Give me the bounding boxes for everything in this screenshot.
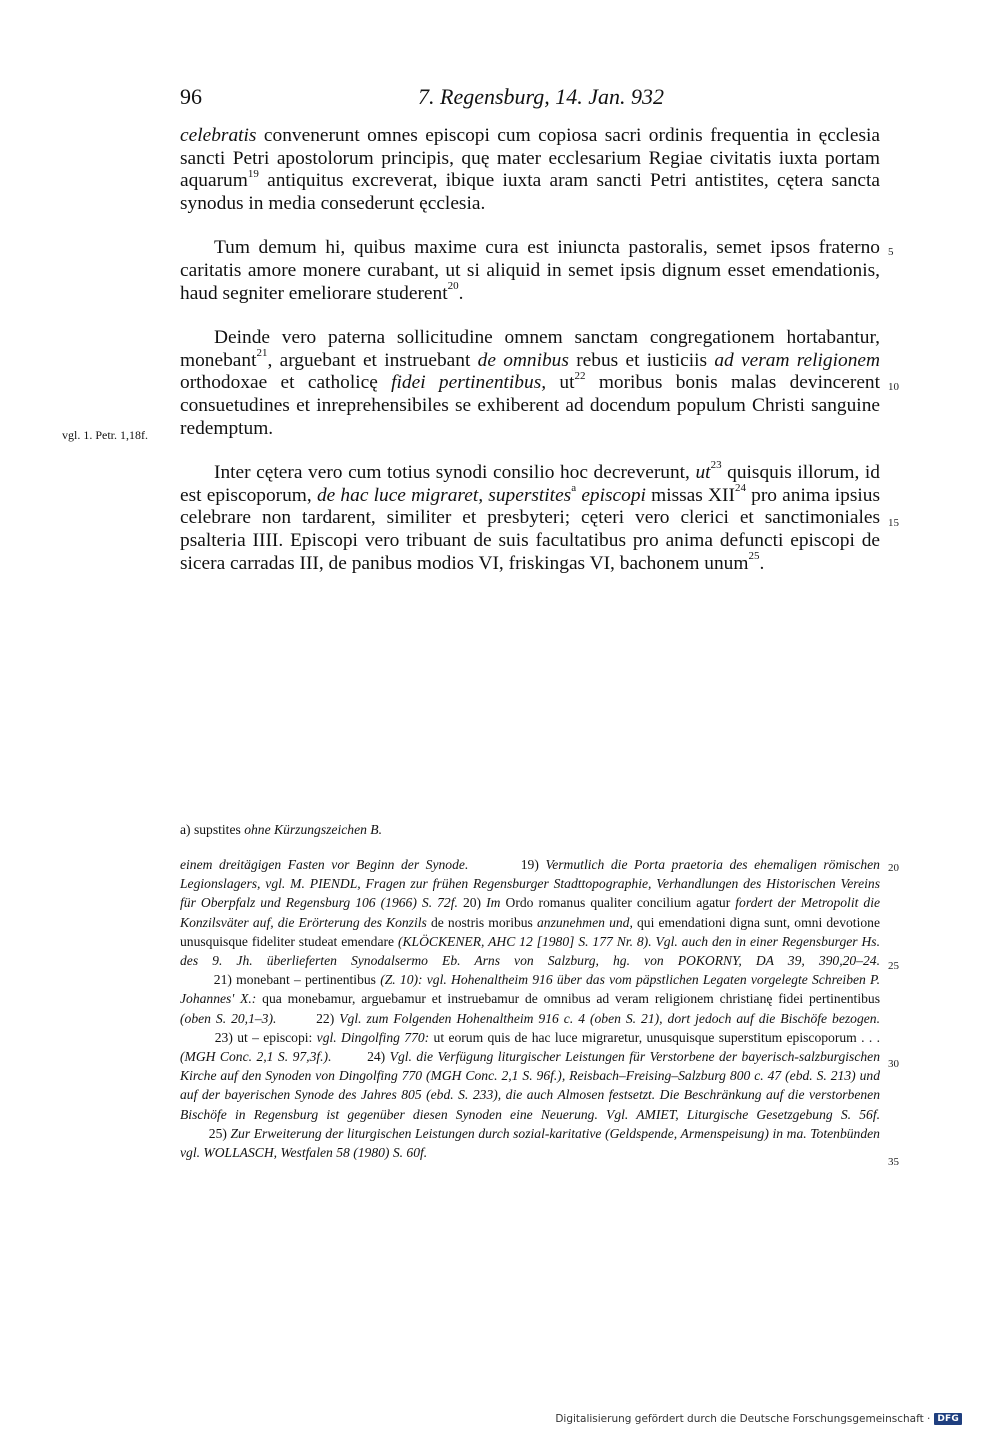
text-span: Ordo romanus qualiter concilium agatur bbox=[500, 895, 736, 911]
text-span: , arguebant et instruebant bbox=[267, 349, 478, 371]
text-span: fidei pertinentibus, bbox=[391, 372, 547, 394]
text-span: Vgl. die Verfügung liturgischer Leistungen für Verstorbene der bayerisch-salzburgischen Kirche auf den Synoden von Dingolfing 770 (MGH Conc. 2,1 S. 96f.), Reisbach–Freising–Salzburg 800 c. 47 (ebd. S. 213) und auf der bayerischen Synode des Jahres 805 (ebd. S. 233), die auch Almosen festsetzt. Die Beschränkung auf die verstorbenen Bischöfe in Regensburg ist gegenüber diesen Synoden eine Neuerung. Vgl. AMIET, Liturgische Gesetzgebung S. 56f. bbox=[180, 1049, 880, 1122]
footnote-ref: 25 bbox=[748, 549, 760, 562]
text-span: missas XII bbox=[645, 484, 735, 506]
text-span: (KLÖCKENER, AHC 12 [1980] S. 177 Nr. 8). Vgl. auch den in einer Regensburger Hs. des 9. Jh. überlieferten Synodalsermo Eb. Arns von Salzburg, hg. von POKORNY, DA 39, 390,20–24. bbox=[180, 933, 880, 969]
line-number: 20 bbox=[888, 862, 899, 874]
text-span: ut bbox=[546, 372, 575, 394]
footnote-ref: 22 bbox=[574, 369, 586, 382]
footnote-number: 20) bbox=[457, 895, 487, 911]
line-number: 5 bbox=[888, 246, 894, 258]
text-span: orthodoxae et catholicę bbox=[180, 372, 392, 394]
text-span: ohne Kürzungszeichen B. bbox=[244, 822, 382, 837]
running-title: 7. Regensburg, 14. Jan. 932 bbox=[418, 84, 665, 109]
text-span: qui emendationi digna sunt, omni devotione unusquisque fideliter studeat emendare bbox=[180, 914, 880, 949]
text-span: de nostris moribus bbox=[426, 914, 537, 930]
footnote-ref: 23 bbox=[710, 459, 722, 472]
text-span: qua monebamur, arguebamur et instruebamur de omnibus ad veram religionem christianę fidei pertinentibus bbox=[256, 991, 880, 1007]
text-span: moribus bonis malas devincerent consuetudines et inreprehensibiles se exhiberent ad docendum populum Christi sanguine redemptum. bbox=[180, 372, 881, 439]
footnote-number: 19) bbox=[468, 857, 546, 872]
digitization-credit bbox=[555, 1413, 962, 1425]
apparatus-ref: a bbox=[571, 482, 577, 495]
text-span: Vgl. zum Folgenden Hohenaltheim 916 c. 4 (oben S. 21), dort jedoch auf die Bischöfe bezogen. bbox=[339, 1010, 880, 1026]
line-number: 15 bbox=[888, 517, 899, 529]
text-span: fordert der Metropolit die Konzilsväter auf, die Erörterung des Konzils bbox=[180, 895, 881, 930]
text-span: celebratis bbox=[180, 125, 257, 146]
text-span: episcopi bbox=[581, 484, 646, 506]
text-span: pro anima ipsius celebrare non tardarent, similiter et presbyteri; cęteri vero clerici et sanctimoniales psalteria IIII. Episcopi vero tribuant de suis facultatibus pro anima defuncti episcopi de sicera carradas III, de panibus modios VI, friskingas VI, bachonem unum bbox=[180, 484, 880, 574]
footnote-ref: 20 bbox=[447, 279, 459, 292]
text-span: Im bbox=[486, 895, 501, 911]
paragraph-1 bbox=[180, 125, 880, 215]
text-span: de omnibus bbox=[477, 349, 569, 371]
text-span: anzunehmen und, bbox=[536, 914, 633, 930]
text-span: (MGH Conc. 2,1 S. 97,3f.). bbox=[180, 1049, 332, 1065]
text-span: ad veram religionem bbox=[714, 349, 880, 371]
line-number: 30 bbox=[888, 1058, 899, 1070]
text-span: Tum demum hi, quibus maxime cura est iniuncta pastoralis, semet ipsos fraterno caritatis amore monere curabant, ut si aliquid in semet ipsis dignum esset emendationis, haud segniter emeliorare studerent bbox=[180, 237, 880, 304]
text-span: ut bbox=[695, 462, 711, 484]
text-span: de hac luce migraret, superstites bbox=[316, 484, 572, 506]
paragraph-2 bbox=[180, 237, 880, 305]
text-span: einem dreitägigen Fasten vor Beginn der Synode. bbox=[180, 857, 469, 872]
line-number: 25 bbox=[888, 960, 899, 972]
footnote-number: 25) bbox=[180, 1125, 231, 1141]
credit-text: Digitalisierung gefördert durch die Deutsche Forschungsgemeinschaft · bbox=[555, 1413, 931, 1425]
marginal-note: vgl. 1. Petr. 1,18f. bbox=[62, 428, 148, 442]
text-span: (Z. 10): vgl. Hohenaltheim 916 über das vom päpstlichen Legaten vorgelegte Schreiben P. Johannes' X.: bbox=[180, 972, 880, 1007]
text-span: Deinde vero paterna sollicitudine omnem sanctam congregationem hortabantur, monebant bbox=[180, 327, 880, 371]
text-span: convenerunt omnes episcopi cum copiosa sacri ordinis frequentia in ęcclesia sancti Petri apostolorum principis, quę mater ecclesarium Regiae civitatis iuxta portam aquarum bbox=[180, 125, 880, 192]
dfg-logo: DFG bbox=[934, 1413, 962, 1425]
footnote-number: 24) bbox=[331, 1049, 390, 1065]
footnotes bbox=[180, 855, 880, 1162]
text-span: a) supstites bbox=[180, 822, 245, 837]
main-text bbox=[180, 125, 880, 575]
text-span: (oben S. 20,1–3). bbox=[180, 1010, 277, 1026]
text-span: . bbox=[759, 552, 765, 574]
text-span: Vermutlich die Porta praetoria des ehemaligen römischen Legionslagers, vgl. M. PIENDL, Fragen zur frühen Regensburger Stadttopographie, Verhandlungen des Historischen Vereins für Oberpfalz und Regensburg 106 (1966) S. 72f. bbox=[180, 857, 880, 911]
text-span: rebus et iusticiis bbox=[568, 349, 715, 371]
text-span: Zur Erweiterung der liturgischen Leistungen durch sozial-karitative (Geldspende, Armenspeisung) in ma. Totenbünden vgl. WOLLASCH, Westfalen 58 (1980) S. 60f. bbox=[180, 1125, 880, 1161]
footnote-ref: 24 bbox=[734, 482, 746, 495]
line-number: 35 bbox=[888, 1156, 899, 1168]
footnote-ref: 19 bbox=[247, 167, 259, 180]
paragraph-3 bbox=[180, 327, 880, 440]
text-span: quisquis illorum, id est episcoporum, bbox=[180, 462, 880, 506]
text-span: antiquitus excreverat, ibique iuxta aram sancti Petri antistites, cętera sancta synodus in media consederunt ęcclesia. bbox=[180, 170, 880, 214]
text-span: Inter cętera vero cum totius synodi consilio hoc decreverunt, bbox=[214, 462, 696, 484]
line-number: 10 bbox=[888, 381, 899, 393]
page-number: 96 bbox=[180, 84, 202, 109]
text-span: ut eorum quis de hac luce migraretur, unusquisque superstitum episcoporum . . . bbox=[429, 1029, 880, 1045]
paragraph-4 bbox=[180, 459, 880, 575]
page-header bbox=[180, 84, 880, 114]
critical-apparatus bbox=[180, 820, 880, 839]
text-span: . bbox=[458, 282, 464, 304]
text-span: vgl. Dingolfing 770: bbox=[316, 1029, 430, 1045]
footnote-number: 22) bbox=[276, 1010, 340, 1026]
footnote-number: 21) monebant – pertinentibus bbox=[180, 972, 381, 988]
footnote-number: 23) ut – episcopi: bbox=[180, 1029, 317, 1045]
footnote-ref: 21 bbox=[256, 347, 268, 360]
